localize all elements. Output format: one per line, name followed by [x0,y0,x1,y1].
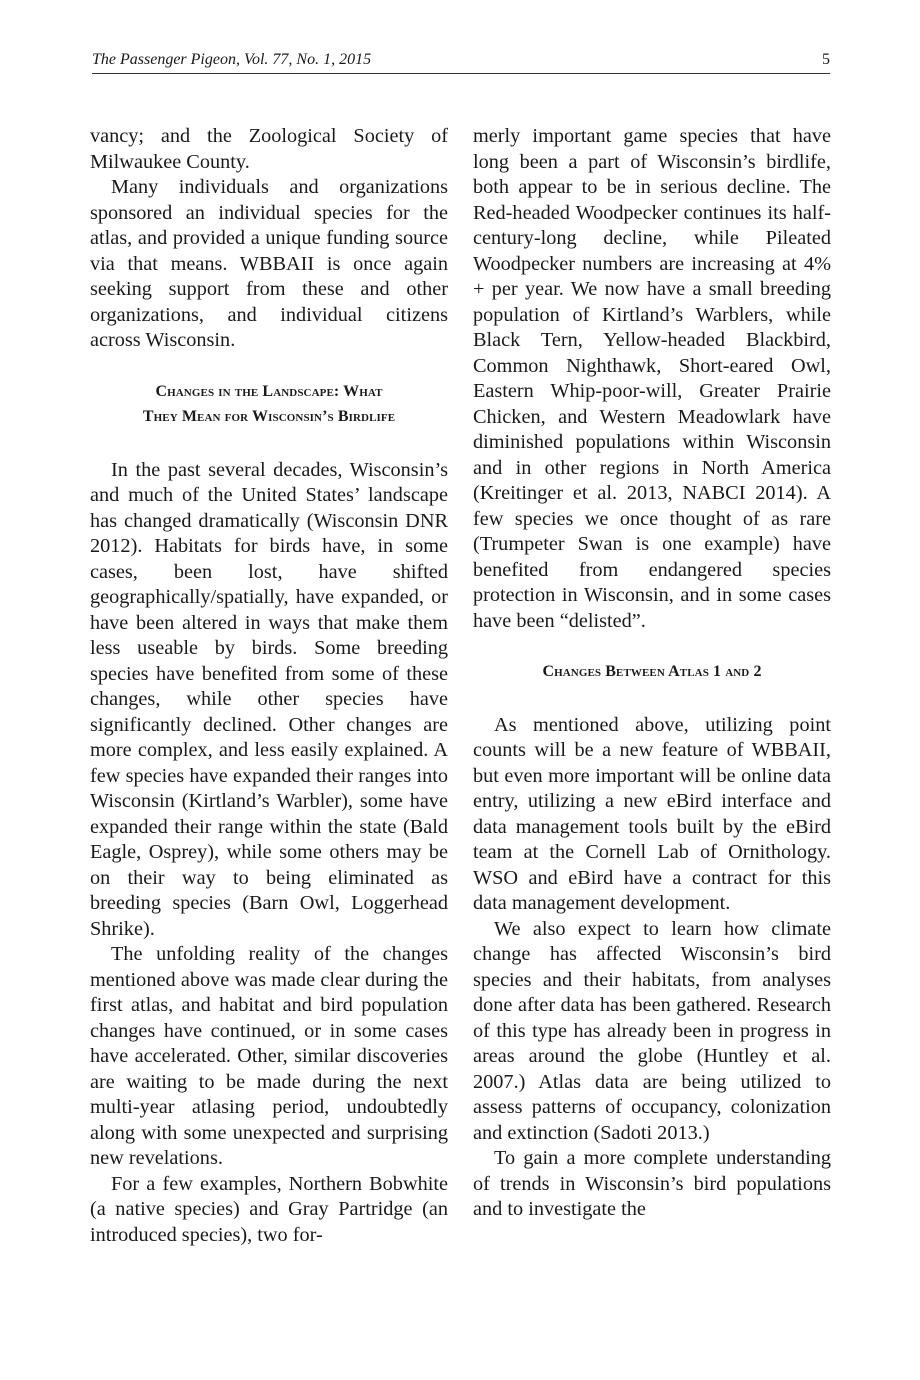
paragraph-understanding-trends: To gain a more complete understanding of trends in Wisconsin’s bird populations and to investigate the [473,1147,831,1220]
heading-line-1: Changes in the Landscape: What [155,382,383,400]
paragraph-point-counts: As mentioned above, utilizing point counts will be a new feature of WBBAII, but even more important will be online data entry, utilizing a new eBird interface and data management tools built by the eBird team at the Cornell Lab of Ornithology. WSO and eBird have a contract for this data management development. [473,713,831,914]
paragraph-sponsors: Many individuals and organizations sponsored an individual species for the atlas, and provided a unique funding source via that means. WBBAII is once again seeking support from these and other organizations, and individual citizens across Wisconsin. [90,176,448,351]
heading-line-2: They Mean for Wisconsin’s Birdlife [142,408,396,425]
paragraph-landscape-change: In the past several decades, Wisconsin’s and much of the United States’ landscape has changed dramatically (Wisconsin DNR 2012). Habitats for birds have, in some cases, been lost, have shifted geographically/spatially, have expanded, or have been altered in ways that make them less useable by birds. Some breeding species have benefited from some of these changes, while other species have significantly declined. Other changes are more complex, and less easily explained. A few species have expanded their ranges into Wisconsin (Kirtland’s Warbler), some have expanded their range within the state (Bald Eagle, Osprey), while some others may be on their way to being eliminated as breeding species (Barn Owl, Loggerhead Shrike). [90,458,448,940]
section-heading-atlas-changes: Changes Between Atlas 1 and 2 [542,663,762,680]
page-number: 5 [822,51,830,68]
running-head [92,50,830,70]
left-column [90,124,448,1248]
paragraph-climate-change: We also expect to learn how climate change has affected Wisconsin’s bird species and their habitats, from analyses done after data has been gathered. Research of this type has already been in progress in areas around the globe (Huntley et al. 2007.) Atlas data are being utilized to assess patterns of occupancy, colonization and extinction (Sadoti 2013.) [473,917,831,1144]
header-rule [92,73,830,74]
paragraph-examples: For a few examples, Northern Bobwhite (a native species) and Gray Partridge (an introduced species), two for- [90,1172,448,1246]
right-column [473,124,831,1223]
section-heading-landscape [90,379,448,430]
paragraph-unfolding-reality: The unfolding reality of the changes mentioned above was made clear during the first atlas, and habitat and bird population changes have continued, or in some cases have accelerated. Other, similar discoveries are waiting to be made during the next multi-year atlasing period, undoubtedly along with some unexpected and surprising new revelations. [90,943,448,1169]
paragraph-continued: vancy; and the Zoological Society of Milwaukee County. [90,125,448,173]
journal-citation: The Passenger Pigeon, Vol. 77, No. 1, 2015 [92,51,372,68]
paragraph-game-species: merly important game species that have long been a part of Wisconsin’s birdlife, both appear to be in serious decline. The Red-headed Woodpecker continues its half-century-long decline, while Pileated Woodpecker numbers are increasing at 4% + per year. We now have a small breeding population of Kirtland’s Warblers, while Black Tern, Yellow-headed Blackbird, Common Nighthawk, Short-eared Owl, Eastern Whip-poor-will, Greater Prairie Chicken, and Western Meadowlark have diminished populations within Wisconsin and in other regions in North America (Kreitinger et al. 2013, NABCI 2014). A few species we once thought of as rare (Trumpeter Swan is one example) have benefited from endangered species protection in Wisconsin, and in some cases have been “delisted”. [473,125,831,632]
